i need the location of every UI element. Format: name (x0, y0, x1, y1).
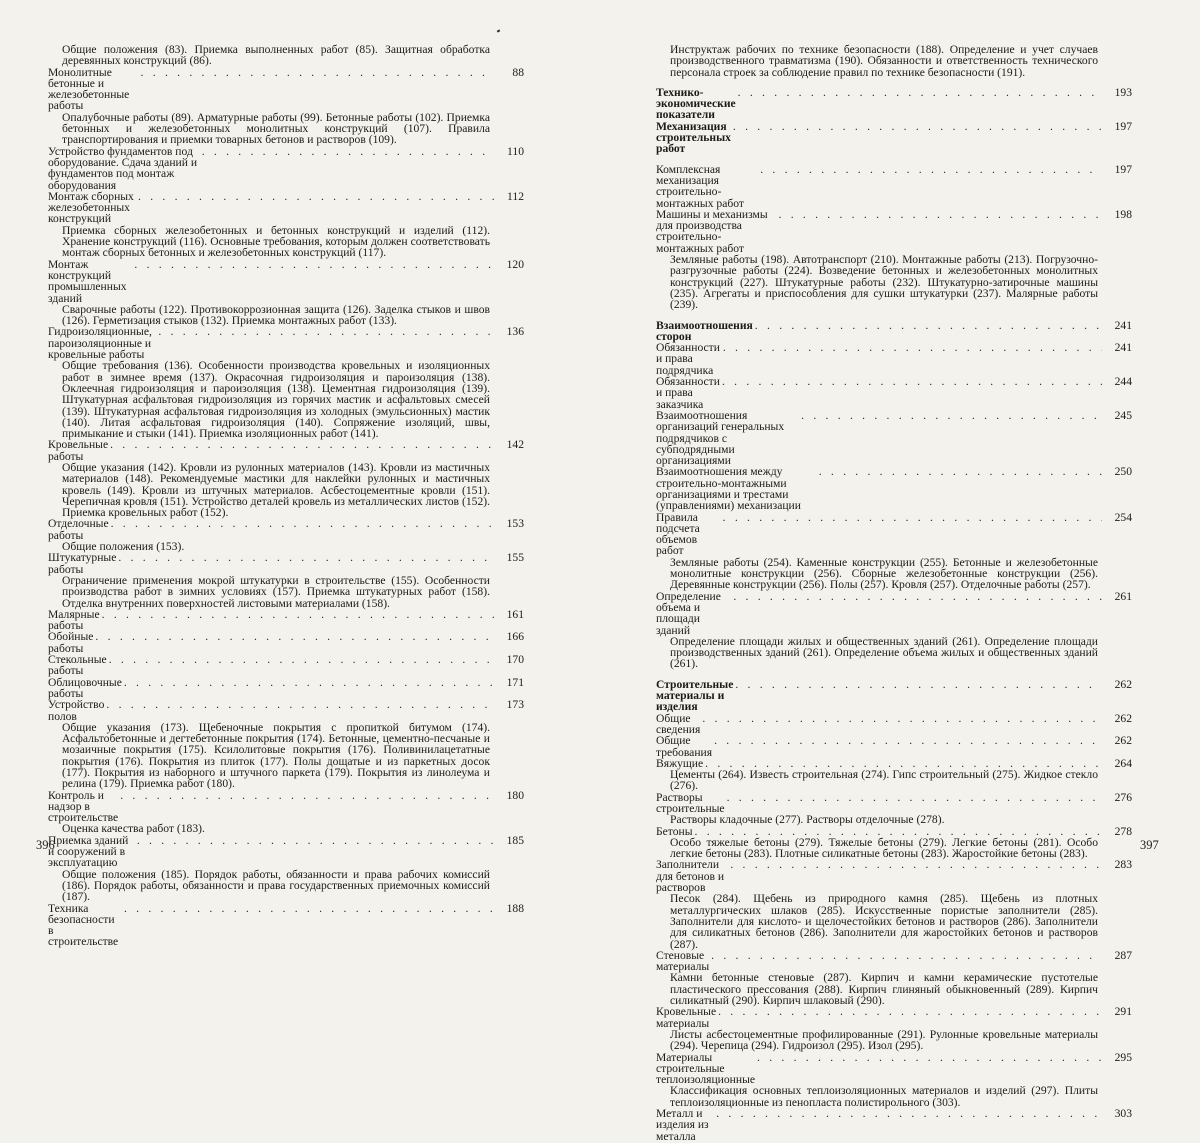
toc-entry-title: Материалы строительные теплоизоляционные (656, 1050, 756, 1087)
toc-subtopics: Классификация основных теплоизоляционных материалов и изделий (297). Плиты теплоизоляционные из пенопласта полистирольного (303). (670, 1084, 1098, 1109)
dot-leader (722, 376, 1102, 387)
toc-entry (656, 342, 1132, 376)
toc-entry (656, 1052, 1132, 1086)
toc-entry-title: Взаимоотношения между строительно-монтажными организациями и трестами (управлениями) механизации (656, 465, 801, 513)
toc-entry-title: Растворы строительные (656, 790, 725, 815)
toc-entry-title: Кровельные материалы (656, 1005, 717, 1030)
dot-leader (779, 209, 1103, 220)
dot-leader (757, 1052, 1102, 1063)
toc-entry (656, 466, 1132, 511)
toc-entry (48, 790, 524, 824)
dot-leader (718, 1006, 1102, 1017)
dot-leader (714, 735, 1102, 746)
toc-entry-title: Отделочные работы (48, 517, 109, 542)
toc-page-ref: 188 (506, 901, 524, 915)
toc-entry (48, 67, 524, 112)
toc-entry-title: Монтаж сборных железобетонных конструкций (48, 189, 134, 226)
toc-page-ref: 197 (1114, 119, 1132, 133)
toc-entry-title: Приемка зданий и сооружений в эксплуатацию (48, 833, 129, 870)
toc-page-ref: 264 (1114, 756, 1132, 770)
dot-leader (124, 903, 494, 914)
toc-page-ref: 250 (1114, 465, 1132, 479)
toc-section-heading (656, 121, 1132, 155)
toc-entry-title: Гидроизоляционные, пароизоляционные и кровельные работы (48, 325, 152, 362)
toc-entry (656, 950, 1132, 973)
toc-entry (656, 735, 1132, 758)
toc-subtopics: Ограничение применения мокрой штукатурки в строительстве (155). Особенности производства работ в зимних условиях (157). Приемка штукатурных работ (158). Отделка внутренних поверхностей листовыми материалами (158). (62, 573, 490, 610)
toc-entry (48, 654, 524, 677)
toc-page-ref: 262 (1114, 711, 1132, 725)
dot-leader (760, 164, 1102, 175)
toc-page-ref: 110 (507, 144, 524, 158)
dot-leader (716, 1108, 1102, 1119)
left-page-number: 396 (36, 838, 55, 852)
toc-entry (656, 209, 1132, 254)
toc-subtopics: Оценка качества работ (183). (62, 822, 205, 836)
toc-entry-title: Технико-экономические показатели (656, 85, 736, 122)
dot-leader (723, 512, 1102, 523)
toc-page-ref: 171 (506, 675, 524, 689)
dot-leader (95, 631, 494, 642)
dot-leader (158, 326, 494, 337)
toc-entry (656, 1006, 1132, 1029)
toc-entry-title: Стеновые материалы (656, 948, 710, 974)
dot-leader (733, 121, 1102, 132)
dot-leader (118, 552, 494, 563)
dot-leader (755, 320, 1102, 331)
dot-leader (138, 191, 494, 202)
toc-subtopics: Земляные работы (198). Автотранспорт (210). Монтажные работы (213). Погрузочно-разгрузочные работы (224). Возведение бетонных и железобетонных монолитных конструкций (227). Штукатурные работы (232). Штукатурно-затирочные машины (235). Агрегаты и приспособления для сушки штукатурки (237). Малярные работы (239). (670, 253, 1098, 312)
toc-subtopics: Общие указания (142). Кровли из рулонных материалов (143). Кровли из мастичных материалов (148). Рекомендуемые мастики для наклейки рулонных и мастичных кровель (149). Кровли из штучных материалов. Асбестоцементные кровли (151). Черепичная кровля (151). Устройство деталей кровель из металлических листов (152). Приемка кровельных работ (152). (62, 460, 490, 520)
dot-leader (733, 591, 1102, 602)
toc-subtopics: Камни бетонные стеновые (287). Кирпич и камни керамические пустотелые пластического прессования (288). Кирпич глиняный обыкновенный (289). Кирпич силикатный (290). Кирпич шлаковый (290). (670, 971, 1098, 1008)
toc-page-ref: 283 (1114, 858, 1132, 872)
toc-section-heading (656, 679, 1132, 713)
dot-leader (202, 146, 494, 157)
toc-section-heading (656, 87, 1132, 121)
toc-entry (48, 518, 524, 541)
print-speck (497, 29, 501, 32)
dot-leader (111, 518, 494, 529)
toc-entry-title: Механизация строительных работ (656, 119, 731, 156)
toc-entry (48, 903, 524, 948)
toc-subtopics: Определение площади жилых и общественных зданий (261). Определение площади производственных зданий (261). Определение объема жилых и общественных зданий (261). (670, 634, 1098, 671)
toc-entry-title: Общие сведения (656, 711, 701, 736)
toc-entry (48, 146, 524, 191)
toc-entry-title: Взаимоотношения организаций генеральных подрядчиков с субподрядными организациями (656, 408, 785, 468)
left-page-toc (48, 44, 524, 948)
toc-subtopics: Общие указания (173). Щебеночные покрытия с пропиткой битумом (174). Асфальтобетонные и дегтебетонные покрытия (174). Бетонные, цементно-песчаные и мозаичные покрытия (175). Ксилолитовые покрытия (176). Поливинилацетатные покрытия (176). Покрытия из плиток (177). Полы дощатые и из паркетных досок (177). Покрытия из наборного и штучного паркета (179). Покрытия из линолеума и релина (179). Приемка работ (180). (62, 720, 490, 791)
toc-entry (656, 376, 1132, 410)
toc-entry (48, 326, 524, 360)
dot-leader (735, 679, 1102, 690)
toc-subtopics: Инструктаж рабочих по технике безопасности (188). Определение и учет случаев производственного травматизма (190). Обязанности и ответственность технического персонала строек за соблюдение правил по технике безопасности (191). (670, 43, 1098, 79)
toc-subtopics: Общие положения (83). Приемка выполненных работ (85). Защитная обработка деревянных конструкций (86). (62, 43, 490, 68)
right-page-toc (656, 44, 1132, 1142)
toc-page-ref: 185 (506, 833, 524, 847)
toc-page-ref: 278 (1114, 824, 1132, 838)
toc-entry (656, 792, 1132, 815)
toc-entry-title: Определение объема и площади зданий (656, 589, 721, 637)
toc-entry (48, 609, 524, 632)
toc-page-ref: 173 (506, 698, 524, 712)
dot-leader (109, 654, 494, 665)
toc-entry-title: Комплексная механизация строительно-монтажных работ (656, 162, 744, 210)
toc-page-ref: 291 (1114, 1005, 1132, 1019)
toc-subtopics: Общие положения (185). Порядок работы, обязанности и права рабочих комиссий (186). Порядок работы, обязанности и права государственных приемочных комиссий (187). (62, 867, 490, 904)
toc-entry (656, 410, 1132, 466)
toc-entry (48, 191, 524, 225)
toc-entry (656, 591, 1132, 636)
toc-entry-title: Обязанности и права заказчика (656, 375, 720, 411)
toc-entry (48, 699, 524, 722)
toc-page-ref: 245 (1114, 408, 1132, 422)
toc-entry-title: Правила подсчета объемов работ (656, 510, 700, 558)
toc-entry-title: Монолитные бетонные и железобетонные работы (48, 65, 130, 113)
toc-entry-title: Штукатурные работы (48, 551, 117, 576)
toc-entry-title: Контроль и надзор в строительстве (48, 788, 119, 825)
dot-leader (120, 790, 494, 801)
toc-page-ref: 142 (506, 438, 524, 452)
right-page-number: 397 (1140, 838, 1159, 852)
toc-page-ref: 295 (1114, 1050, 1132, 1064)
toc-page-ref: 170 (506, 653, 524, 667)
toc-page-ref: 136 (506, 325, 524, 339)
dot-leader (102, 609, 494, 620)
toc-page-ref: 262 (1114, 677, 1132, 691)
dot-leader (730, 859, 1102, 870)
toc-subtopics: Цементы (264). Известь строительная (274). Гипс строительный (275). Жидкое стекло (276). (670, 768, 1098, 793)
toc-page-ref: 254 (1114, 510, 1132, 524)
toc-page-ref: 153 (506, 517, 524, 531)
dot-leader (711, 950, 1102, 961)
toc-entry (656, 1108, 1132, 1142)
dot-leader (801, 410, 1102, 421)
toc-subtopics: Особо тяжелые бетоны (279). Тяжелые бетоны (279). Легкие бетоны (281). Особо легкие бетоны (283). Плотные силикатные бетоны (283). Жаростойкие бетоны (283). (670, 835, 1098, 861)
toc-subtopics: Общие положения (153). (62, 540, 185, 554)
toc-entry-title: Обязанности и права подрядчика (656, 341, 720, 377)
toc-page-ref: 180 (506, 788, 524, 802)
toc-page-ref: 120 (506, 257, 524, 271)
toc-subtopics: Общие требования (136). Особенности производства кровельных и изоляционных работ в зимнее время (137). Окрасочная гидроизоляция и пароизоляция (138). Оклеечная гидроизоляция и пароизоляция (138). Цементная гидроизоляция (139). Штукатурная асфальтовая гидроизоляция из горячих мастик и асфальтовых смесей (139). Штукатурная асфальтовая гидроизоляция из холодных (эмульсионных) мастик (140). Литая асфальтовая гидроизоляция (140). Сопряжение изоляций, швы, примыкание и стыки (141). Приемка изоляционных работ (141). (62, 359, 490, 441)
toc-page-ref: 241 (1114, 341, 1132, 355)
toc-entry (656, 859, 1132, 893)
toc-entry (48, 552, 524, 575)
toc-subtopics: Листы асбестоцементные профилированные (291). Рулонные кровельные материалы (294). Черепица (294). Гидроизол (295). Изол (295). (670, 1027, 1098, 1053)
toc-section-heading (656, 320, 1132, 343)
toc-subtopics: Земляные работы (254). Каменные конструкции (255). Бетонные и железобетонные монолитные конструкции (256). Сборные железобетонные конструкции (256). Деревянные конструкции (256). Полы (257). Кровля (257). Отделочные работы (257). (670, 555, 1098, 592)
toc-page-ref: 161 (506, 607, 524, 621)
toc-page-ref: 241 (1114, 318, 1132, 332)
toc-entry (48, 439, 524, 462)
toc-page-ref: 198 (1114, 207, 1132, 221)
toc-subtopics: Песок (284). Щебень из природного камня (285). Щебень из плотных металлургических шлаков (285). Искусственные пористые заполнители (285). Заполнители для кислото- и щелочестойких бетонов и растворов (286). Заполнители для силикатных бетонов (286). Заполнители для жаростойких бетонов и растворов (287). (670, 892, 1098, 951)
toc-entry-title: Стекольные работы (48, 653, 107, 678)
section-spacer (656, 155, 1132, 164)
toc-entry-title: Обойные работы (48, 630, 94, 655)
toc-page-ref: 244 (1114, 375, 1132, 389)
dot-leader (738, 87, 1102, 98)
toc-subtopics: Приемка сборных железобетонных и бетонных конструкций и изделий (112). Хранение конструкций (116). Основные требования, которым должен соответствовать монтаж сборных бетонных и железобетонных конструкций (117). (62, 223, 490, 260)
toc-page-ref: 155 (506, 551, 524, 565)
dot-leader (124, 677, 494, 688)
toc-page-ref: 262 (1114, 734, 1132, 748)
toc-entry (48, 835, 524, 869)
toc-page-ref: 303 (1114, 1107, 1132, 1121)
toc-entry-title: Бетоны (656, 824, 693, 838)
toc-subtopics: Растворы кладочные (277). Растворы отделочные (278). (670, 813, 945, 827)
toc-entry (656, 164, 1132, 209)
dot-leader (727, 792, 1102, 803)
toc-page-ref: 112 (507, 189, 524, 203)
section-spacer (656, 78, 1132, 87)
toc-page-ref: 88 (512, 65, 524, 79)
toc-entry-title: Вяжущие (656, 756, 704, 770)
toc-entry-title: Заполнители для бетонов и растворов (656, 858, 725, 895)
dot-leader (110, 439, 494, 450)
toc-subtopics: Опалубочные работы (89). Арматурные работы (99). Бетонные работы (102). Приемка бетонных и железобетонных монолитных конструкций (107). Правила транспортирования и приемки товарных бетонов и растворов (109). (62, 110, 490, 147)
toc-entry (48, 259, 524, 304)
toc-entry-title: Кровельные работы (48, 438, 109, 463)
toc-entry (48, 677, 524, 700)
toc-page-ref: 261 (1114, 589, 1132, 603)
toc-entry-title: Металл и изделия из металла (656, 1107, 709, 1143)
toc-entry (48, 631, 524, 654)
toc-entry-title: Облицовочные работы (48, 675, 122, 700)
toc-page-ref: 287 (1114, 948, 1132, 962)
dot-leader (819, 466, 1102, 477)
toc-entry-title: Устройство фундаментов под оборудование. Сдача зданий и фундаментов под монтаж оборудования (48, 144, 198, 192)
toc-entry-title: Монтаж конструкций промышленных зданий (48, 257, 127, 305)
toc-entry-title: Устройство полов (48, 698, 105, 723)
toc-page-ref: 193 (1114, 85, 1132, 99)
toc-page-ref: 197 (1114, 162, 1132, 176)
dot-leader (723, 342, 1102, 353)
toc-entry-title: Машины и механизмы для производства строительно-монтажных работ (656, 207, 768, 255)
toc-entry-title: Взаимоотношения сторон (656, 318, 753, 343)
toc-page-ref: 276 (1114, 790, 1132, 804)
toc-entry-title: Техника безопасности в строительстве (48, 901, 119, 949)
toc-entry (656, 512, 1132, 557)
dot-leader (137, 835, 494, 846)
toc-entry-title: Общие требования (656, 734, 713, 759)
dot-leader (134, 259, 494, 270)
toc-subtopics: Сварочные работы (122). Противокоррозионная защита (126). Заделка стыков и швов (126). Герметизация стыков (132). Приемка монтажных работ (133). (62, 302, 490, 328)
dot-leader (702, 713, 1102, 724)
dot-leader (106, 699, 494, 710)
toc-entry-title: Малярные работы (48, 607, 100, 633)
toc-entry-title: Строительные материалы и изделия (656, 677, 734, 714)
dot-leader (141, 67, 494, 78)
toc-entry (656, 713, 1132, 736)
toc-page-ref: 166 (506, 630, 524, 644)
